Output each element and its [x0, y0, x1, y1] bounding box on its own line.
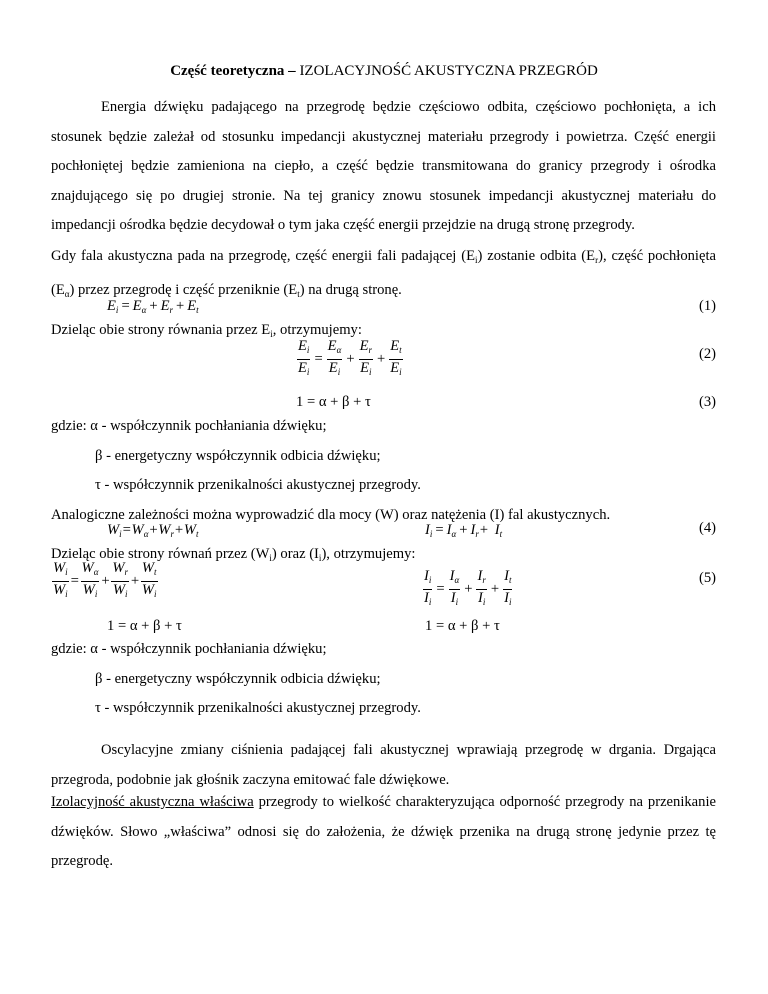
paragraph-incident: Gdy fala akustyczna pada na przegrodę, część energii fali padającej $(E_i)$ zostanie odbita $(E_r)$, część pochłonięta $(E_\alpha)$ przez przegrodę i część przeniknie $(E_t)$ na drugą stronę.: [51, 248, 716, 299]
equation-4-power: $W_i=W_\alpha+W_r+W_t$: [107, 522, 199, 539]
equation-5-power: $\frac{W_i}{W_i}$ = $\frac{W_\alpha}{W_i}$ + $\frac{W_r}{W_i}$ + $\frac{W_t}{W_i}$: [53, 560, 157, 599]
equation-2: $\frac{E_i}{E_i}$ = $\frac{E_\alpha}{E_i}$ + $\frac{E_r}{E_i}$ + $\frac{E_t}{E_i}$: [298, 338, 402, 377]
equation-3-number: (3): [698, 394, 716, 410]
title-bold: Część teoretyczna –: [170, 63, 296, 79]
beta-definition-1: β - energetyczny współczynnik odbicia dźwięku;: [95, 448, 381, 464]
equation-1: $E_i = E_\alpha + E_r + E_t$: [107, 298, 199, 315]
equation-1-number: (1): [698, 298, 716, 314]
equation-5b-sum: 1 = α + β + τ: [425, 618, 500, 634]
tau-definition-1: τ - współczynnik przenikalności akustycznej przegrody.: [95, 477, 421, 493]
equation-4-number: (4): [698, 520, 716, 536]
paragraph-definition: [51, 788, 716, 877]
paragraph-intro: Energia dźwięku padającego na przegrodę będzie częściowo odbita, częściowo pochłonięta, a ich stosunek będzie zależał od stosunku impedancji akustycznej materiału przegrody i powietrza. Część energii pochłoniętej będzie zamieniona na ciepło, a część będzie transmitowana do granicy przegrody i ośrodka znajdującego się po drugiej stronie. Na tej granicy znowu stosunek impedancji akustycznej materiału do impedancji ośrodka będzie decydował o tym jaka część energii przejdzie na drugą stronę przegrody.: [51, 99, 716, 234]
analog-text: Analogiczne zależności można wyprowadzić dla mocy (W) oraz natężenia (I) fal akustycznych.: [51, 507, 611, 523]
definition-text: przegrody to wielkość charakteryzująca odporność przegrody na przenikanie dźwięków. Słowo „właściwa” odnosi się do założenia, że dźwięk przenika na drugą stronę jedynie przez tę przegrodę.: [51, 794, 716, 870]
paragraph-oscillation: Oscylacyjne zmiany ciśnienia padającej fali akustycznej wprawiają przegrodę w drgania. Drgająca przegroda, podobnie jak głośnik zaczyna emitować fale dźwiękowe.: [51, 742, 716, 788]
title-rest: IZOLACYJNOŚĆ AKUSTYCZNA PRZEGRÓD: [295, 63, 598, 79]
where-alpha-2: gdzie: α - współczynnik pochłaniania dźwięku;: [51, 641, 327, 657]
divide-text-2: Dzieląc obie strony równań przez $(W_i)$ oraz $(I_i)$, otrzymujemy:: [51, 546, 416, 563]
page-title: [0, 63, 768, 80]
equation-5-intensity: $\frac{I_i}{I_i}$ = $\frac{I_\alpha}{I_i}$ + $\frac{I_r}{I_i}$ + $\frac{I_t}{I_i}$: [424, 568, 512, 607]
equation-4-intensity: $I_i = I_\alpha + I_r+ I_t$: [425, 522, 503, 539]
equation-3: 1 = α + β + τ: [296, 394, 371, 410]
equation-2-number: (2): [698, 346, 716, 362]
defined-term: Izolacyjność akustyczna właściwa: [51, 794, 254, 810]
equation-5-number: (5): [698, 570, 716, 586]
tau-definition-2: τ - współczynnik przenikalności akustycznej przegrody.: [95, 700, 421, 716]
beta-definition-2: β - energetyczny współczynnik odbicia dźwięku;: [95, 671, 381, 687]
where-alpha-1: gdzie: α - współczynnik pochłaniania dźwięku;: [51, 418, 327, 434]
divide-text-1: Dzieląc obie strony równania przez $E_i$, otrzymujemy:: [51, 322, 362, 339]
equation-5a-sum: 1 = α + β + τ: [107, 618, 182, 634]
